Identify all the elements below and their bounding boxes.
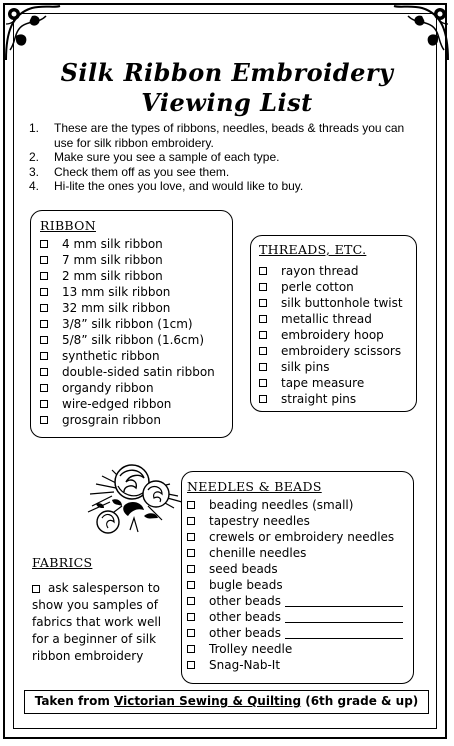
list-item[interactable]: straight pins: [259, 391, 416, 407]
list-item[interactable]: 7 mm silk ribbon: [40, 252, 232, 268]
instructions-list: [29, 121, 419, 194]
ribbon-section: [30, 210, 233, 438]
fill-in-line[interactable]: [285, 595, 403, 607]
checkbox-icon[interactable]: [40, 288, 48, 296]
list-item[interactable]: embroidery scissors: [259, 343, 416, 359]
source-title: Victorian Sewing & Quilting: [114, 694, 302, 708]
checkbox-icon[interactable]: [187, 645, 195, 653]
checkbox-icon[interactable]: [187, 549, 195, 557]
checkbox-icon[interactable]: [187, 565, 195, 573]
list-item[interactable]: embroidery hoop: [259, 327, 416, 343]
fabrics-note: ask salesperson to show you samples of fabrics that work well for a beginner of silk ribbon embroidery: [32, 581, 162, 663]
instruction-item: 2. Make sure you see a sample of each type.: [29, 150, 280, 164]
list-item[interactable]: silk pins: [259, 359, 416, 375]
list-item[interactable]: metallic thread: [259, 311, 416, 327]
checkbox-icon[interactable]: [187, 613, 195, 621]
list-item[interactable]: tape measure: [259, 375, 416, 391]
list-item[interactable]: beading needles (small): [187, 497, 413, 513]
threads-heading: THREADS, ETC.: [259, 242, 367, 257]
checkbox-icon[interactable]: [187, 501, 195, 509]
list-item[interactable]: tapestry needles: [187, 513, 413, 529]
checkbox-icon[interactable]: [259, 299, 267, 307]
page-title-line1: Silk Ribbon Embroidery: [60, 58, 394, 87]
fill-in-line[interactable]: [285, 627, 403, 639]
checkbox-icon[interactable]: [40, 320, 48, 328]
checkbox-icon[interactable]: [40, 256, 48, 264]
page-title-line2: Viewing List: [141, 88, 313, 117]
list-item[interactable]: other beads: [187, 609, 413, 625]
list-item[interactable]: 13 mm silk ribbon: [40, 284, 232, 300]
list-item[interactable]: grosgrain ribbon: [40, 412, 232, 428]
corner-ornament-icon: [2, 2, 64, 64]
checkbox-icon[interactable]: [187, 533, 195, 541]
threads-section: [250, 235, 417, 412]
checkbox-icon[interactable]: [187, 517, 195, 525]
checkbox-icon[interactable]: [259, 283, 267, 291]
list-item[interactable]: Trolley needle: [187, 641, 413, 657]
checkbox-icon[interactable]: [40, 384, 48, 392]
list-item[interactable]: Snag-Nab-It: [187, 657, 413, 673]
list-item[interactable]: 32 mm silk ribbon: [40, 300, 232, 316]
fabrics-section: [32, 555, 172, 665]
needles-beads-section: [181, 471, 414, 684]
list-item[interactable]: crewels or embroidery needles: [187, 529, 413, 545]
checkbox-icon[interactable]: [40, 304, 48, 312]
fabrics-heading: FABRICS: [32, 555, 93, 570]
checkbox-icon[interactable]: [187, 629, 195, 637]
checkbox-icon[interactable]: [40, 336, 48, 344]
needles-beads-heading: NEEDLES & BEADS: [187, 479, 322, 494]
checkbox-icon[interactable]: [259, 267, 267, 275]
ribbon-heading: RIBBON: [40, 218, 96, 233]
checkbox-icon[interactable]: [259, 395, 267, 403]
checkbox-icon[interactable]: [259, 379, 267, 387]
checkbox-icon[interactable]: [40, 352, 48, 360]
list-item[interactable]: other beads: [187, 593, 413, 609]
ribbon-list: [40, 236, 232, 428]
list-item[interactable]: silk buttonhole twist: [259, 295, 416, 311]
checkbox-icon[interactable]: [40, 416, 48, 424]
list-item[interactable]: perle cotton: [259, 279, 416, 295]
list-item[interactable]: 3/8” silk ribbon (1cm): [40, 316, 232, 332]
list-item[interactable]: rayon thread: [259, 263, 416, 279]
instruction-item: 4. Hi-lite the ones you love, and would like to buy.: [29, 179, 304, 193]
list-item[interactable]: 2 mm silk ribbon: [40, 268, 232, 284]
fill-in-line[interactable]: [285, 611, 403, 623]
needles-beads-list: [187, 497, 413, 673]
list-item[interactable]: wire-edged ribbon: [40, 396, 232, 412]
threads-list: [259, 263, 416, 407]
checkbox-icon[interactable]: [187, 597, 195, 605]
checkbox-icon[interactable]: [259, 347, 267, 355]
checkbox-icon[interactable]: [32, 585, 40, 593]
checkbox-icon[interactable]: [40, 240, 48, 248]
checkbox-icon[interactable]: [259, 363, 267, 371]
corner-ornament-icon: [390, 2, 452, 64]
instruction-item: 3. Check them off as you see them.: [29, 164, 230, 179]
checkbox-icon[interactable]: [40, 400, 48, 408]
source-credit: Taken from Victorian Sewing & Quilting (6th grade & up): [24, 690, 429, 714]
checkbox-icon[interactable]: [187, 581, 195, 589]
checkbox-icon[interactable]: [259, 331, 267, 339]
rose-bouquet-icon: [82, 446, 190, 546]
checkbox-icon[interactable]: [40, 272, 48, 280]
list-item[interactable]: 4 mm silk ribbon: [40, 236, 232, 252]
instruction-item: 1. These are the types of ribbons, needles, beads & threads you can use for silk ribbon embroidery.: [29, 121, 405, 150]
list-item[interactable]: double-sided satin ribbon: [40, 364, 232, 380]
checkbox-icon[interactable]: [187, 661, 195, 669]
checkbox-icon[interactable]: [40, 368, 48, 376]
list-item[interactable]: bugle beads: [187, 577, 413, 593]
list-item[interactable]: other beads: [187, 625, 413, 641]
checkbox-icon[interactable]: [259, 315, 267, 323]
list-item[interactable]: seed beads: [187, 561, 413, 577]
list-item[interactable]: synthetic ribbon: [40, 348, 232, 364]
list-item[interactable]: 5/8” silk ribbon (1.6cm): [40, 332, 232, 348]
list-item[interactable]: chenille needles: [187, 545, 413, 561]
list-item[interactable]: organdy ribbon: [40, 380, 232, 396]
